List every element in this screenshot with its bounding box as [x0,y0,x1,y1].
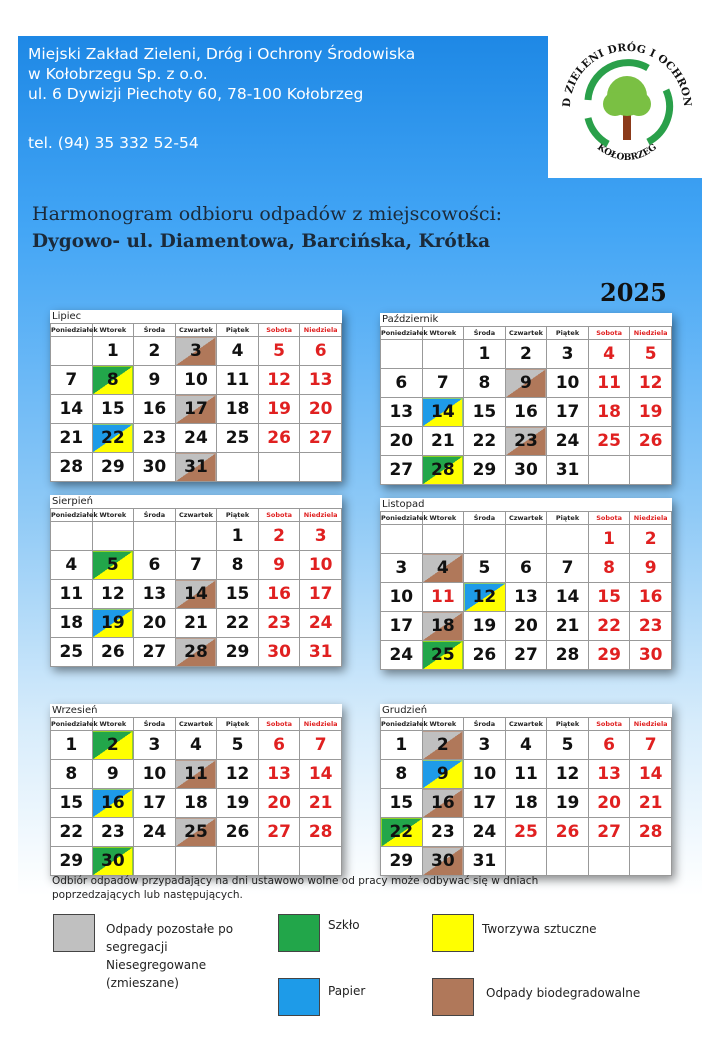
day-cell: 7 [51,366,93,395]
day-cell: 13 [588,760,630,789]
empty-cell [217,453,259,482]
day-cell: 1 [588,525,630,554]
collection-day-cell: 25 [422,641,464,670]
month-listopad [380,498,672,670]
day-cell: 26 [547,818,589,847]
day-cell: 27 [258,818,300,847]
day-cell: 4 [217,337,259,366]
day-cell: 3 [134,731,176,760]
day-cell: 20 [258,789,300,818]
collection-day-cell: 18 [422,612,464,641]
collection-day-cell: 17 [175,395,217,424]
day-cell: 14 [51,395,93,424]
day-cell: 12 [630,369,672,398]
day-cell: 25 [217,424,259,453]
day-cell: 2 [134,337,176,366]
day-cell: 11 [588,369,630,398]
weekday-header: Poniedziałek [51,509,93,522]
logo-icon [548,30,706,178]
collection-day-cell: 14 [422,398,464,427]
day-cell: 2 [505,340,547,369]
day-cell: 29 [217,638,259,667]
month-name: Wrzesień [52,705,98,716]
day-cell: 26 [464,641,506,670]
day-cell: 26 [630,427,672,456]
weekday-header: Środa [464,512,506,525]
day-cell: 25 [588,427,630,456]
day-cell: 30 [134,453,176,482]
day-cell: 7 [547,554,589,583]
day-cell: 3 [547,340,589,369]
weekday-header: Niedziela [300,509,342,522]
day-cell: 31 [547,456,589,485]
day-cell: 30 [630,641,672,670]
day-cell: 27 [134,638,176,667]
day-cell: 11 [422,583,464,612]
legend-label-paper: Papier [328,984,366,998]
phone-number: tel. (94) 35 332 52-54 [28,134,199,152]
empty-cell [134,522,176,551]
collection-day-cell: 28 [175,638,217,667]
day-cell: 10 [175,366,217,395]
weekday-header: Niedziela [630,718,672,731]
day-cell: 22 [464,427,506,456]
day-cell: 28 [51,453,93,482]
day-cell: 14 [630,760,672,789]
day-cell: 8 [217,551,259,580]
day-cell: 1 [217,522,259,551]
collection-day-cell: 22 [92,424,134,453]
month-październik [380,313,672,485]
schedule-title: Harmonogram odbioru odpadów z miejscowości: [32,203,503,225]
day-cell: 28 [547,641,589,670]
schedule-location: Dygowo- ul. Diamentowa, Barcińska, Krótka [32,231,491,252]
weekday-header: Niedziela [300,718,342,731]
legend-swatch-mixed [53,914,95,952]
empty-cell [422,525,464,554]
collection-day-cell: 19 [92,609,134,638]
empty-cell [51,522,93,551]
logo-text: D ZIELENI DRÓG I OCHRON [560,41,694,108]
weekday-header: Sobota [588,327,630,340]
logo-city: KOŁOBRZEG [595,142,659,164]
collection-day-cell: 16 [92,789,134,818]
day-cell: 4 [588,340,630,369]
weekday-header: Poniedziałek [51,718,93,731]
day-cell: 29 [381,847,423,876]
day-cell: 5 [217,731,259,760]
day-cell: 14 [547,583,589,612]
day-cell: 5 [258,337,300,366]
day-cell: 5 [547,731,589,760]
day-cell: 8 [464,369,506,398]
collection-day-cell: 25 [175,818,217,847]
weekday-header: Środa [134,718,176,731]
day-cell: 15 [51,789,93,818]
weekday-header: Wtorek [422,512,464,525]
weekday-header: Piątek [217,324,259,337]
day-cell: 10 [464,760,506,789]
month-lipiec [50,310,342,482]
weekday-header: Czwartek [175,324,217,337]
day-cell: 7 [422,369,464,398]
day-cell: 15 [217,580,259,609]
day-cell: 29 [92,453,134,482]
day-cell: 19 [464,612,506,641]
day-cell: 17 [300,580,342,609]
empty-cell [505,847,547,876]
day-cell: 30 [505,456,547,485]
weekday-header: Czwartek [175,509,217,522]
weekday-header: Wtorek [422,718,464,731]
empty-cell [588,456,630,485]
empty-cell [505,525,547,554]
day-cell: 10 [381,583,423,612]
empty-cell [134,847,176,876]
month-wrzesień [50,704,342,876]
org-line-1: Miejski Zakład Zieleni, Dróg i Ochrony Środowiska [28,45,416,63]
day-cell: 16 [258,580,300,609]
weekday-header: Niedziela [300,324,342,337]
day-cell: 27 [300,424,342,453]
day-cell: 24 [175,424,217,453]
day-cell: 7 [175,551,217,580]
weekday-header: Piątek [217,509,259,522]
collection-day-cell: 5 [92,551,134,580]
day-cell: 22 [588,612,630,641]
day-cell: 10 [134,760,176,789]
weekday-header: Czwartek [175,718,217,731]
day-cell: 13 [258,760,300,789]
day-cell: 4 [505,731,547,760]
collection-day-cell: 22 [381,818,423,847]
day-cell: 17 [134,789,176,818]
day-cell: 1 [381,731,423,760]
empty-cell [381,525,423,554]
day-cell: 23 [258,609,300,638]
month-name: Październik [382,314,439,325]
empty-cell [258,453,300,482]
day-cell: 2 [630,525,672,554]
weekday-header: Wtorek [92,509,134,522]
day-cell: 21 [547,612,589,641]
day-cell: 18 [588,398,630,427]
collection-day-cell: 31 [175,453,217,482]
day-cell: 28 [300,818,342,847]
day-cell: 8 [588,554,630,583]
collection-day-cell: 8 [92,366,134,395]
day-cell: 20 [588,789,630,818]
day-cell: 12 [258,366,300,395]
day-cell: 11 [51,580,93,609]
weekday-header: Poniedziałek [381,718,423,731]
legend-swatch-plastic [432,914,474,952]
day-cell: 19 [258,395,300,424]
weekday-header: Sobota [588,512,630,525]
weekday-header: Środa [134,509,176,522]
schedule-year: 2025 [600,278,667,307]
weekday-header: Piątek [547,512,589,525]
day-cell: 9 [630,554,672,583]
weekday-header: Piątek [217,718,259,731]
empty-cell [630,456,672,485]
weekday-header: Poniedziałek [381,327,423,340]
day-cell: 23 [422,818,464,847]
weekday-header: Niedziela [630,327,672,340]
empty-cell [92,522,134,551]
day-cell: 17 [464,789,506,818]
legend-swatch-bio [432,978,474,1016]
legend-label-bio: Odpady biodegradowalne [486,986,641,1000]
weekday-header: Niedziela [630,512,672,525]
day-cell: 11 [217,366,259,395]
weekday-header: Wtorek [422,327,464,340]
empty-cell [464,525,506,554]
day-cell: 20 [505,612,547,641]
day-cell: 27 [505,641,547,670]
day-cell: 9 [92,760,134,789]
weekday-header: Czwartek [505,718,547,731]
month-name: Listopad [382,499,425,510]
day-cell: 10 [547,369,589,398]
day-cell: 9 [258,551,300,580]
empty-cell [300,453,342,482]
day-cell: 23 [134,424,176,453]
day-cell: 27 [588,818,630,847]
weekday-header: Poniedziałek [51,324,93,337]
day-cell: 21 [630,789,672,818]
day-cell: 17 [381,612,423,641]
weekday-header: Piątek [547,327,589,340]
weekday-header: Czwartek [505,327,547,340]
day-cell: 12 [547,760,589,789]
day-cell: 3 [381,554,423,583]
day-cell: 22 [51,818,93,847]
day-cell: 31 [464,847,506,876]
day-cell: 29 [51,847,93,876]
day-cell: 1 [92,337,134,366]
day-cell: 16 [134,395,176,424]
organization-address [28,44,415,104]
day-cell: 7 [300,731,342,760]
day-cell: 15 [92,395,134,424]
day-cell: 4 [51,551,93,580]
weekday-header: Sobota [258,718,300,731]
empty-cell [422,340,464,369]
empty-cell [258,847,300,876]
day-cell: 16 [505,398,547,427]
day-cell: 26 [92,638,134,667]
weekday-header: Czwartek [505,512,547,525]
day-cell: 18 [175,789,217,818]
weekday-header: Poniedziałek [381,512,423,525]
weekday-header: Środa [464,718,506,731]
empty-cell [588,847,630,876]
day-cell: 24 [300,609,342,638]
day-cell: 14 [300,760,342,789]
empty-cell [217,847,259,876]
day-cell: 13 [134,580,176,609]
day-cell: 20 [300,395,342,424]
day-cell: 7 [630,731,672,760]
collection-day-cell: 23 [505,427,547,456]
collection-day-cell: 16 [422,789,464,818]
day-cell: 26 [258,424,300,453]
weekday-header: Piątek [547,718,589,731]
org-line-2: w Kołobrzegu Sp. z o.o. [28,65,208,83]
day-cell: 11 [505,760,547,789]
day-cell: 4 [175,731,217,760]
day-cell: 22 [217,609,259,638]
empty-cell [300,847,342,876]
empty-cell [51,337,93,366]
collection-day-cell: 2 [422,731,464,760]
day-cell: 31 [300,638,342,667]
day-cell: 2 [258,522,300,551]
day-cell: 21 [300,789,342,818]
empty-cell [547,847,589,876]
day-cell: 27 [381,456,423,485]
day-cell: 25 [505,818,547,847]
day-cell: 6 [381,369,423,398]
collection-day-cell: 12 [464,583,506,612]
day-cell: 20 [381,427,423,456]
day-cell: 21 [175,609,217,638]
day-cell: 3 [300,522,342,551]
day-cell: 19 [630,398,672,427]
collection-day-cell: 30 [92,847,134,876]
weekday-header: Środa [464,327,506,340]
day-cell: 24 [381,641,423,670]
day-cell: 9 [134,366,176,395]
day-cell: 3 [464,731,506,760]
day-cell: 29 [588,641,630,670]
empty-cell [381,340,423,369]
collection-day-cell: 4 [422,554,464,583]
month-sierpień [50,495,342,667]
day-cell: 24 [134,818,176,847]
holiday-note: Odbiór odpadów przypadający na dni ustawowo wolne od pracy może odbywać się w dniach poprzedzających lub następujących. [52,875,539,901]
day-cell: 24 [547,427,589,456]
legend-swatch-paper [278,978,320,1016]
day-cell: 10 [300,551,342,580]
month-name: Grudzień [382,705,428,716]
day-cell: 16 [630,583,672,612]
day-cell: 24 [464,818,506,847]
day-cell: 15 [464,398,506,427]
day-cell: 6 [258,731,300,760]
day-cell: 12 [217,760,259,789]
empty-cell [547,525,589,554]
empty-cell [175,522,217,551]
day-cell: 15 [381,789,423,818]
day-cell: 18 [217,395,259,424]
day-cell: 29 [464,456,506,485]
day-cell: 25 [51,638,93,667]
month-name: Sierpień [52,496,94,507]
month-grudzień [380,704,672,876]
day-cell: 5 [630,340,672,369]
legend-label-glass: Szkło [328,918,360,932]
weekday-header: Sobota [258,324,300,337]
collection-day-cell: 11 [175,760,217,789]
weekday-header: Wtorek [92,718,134,731]
day-cell: 8 [381,760,423,789]
collection-day-cell: 9 [505,369,547,398]
collection-day-cell: 9 [422,760,464,789]
collection-day-cell: 30 [422,847,464,876]
day-cell: 6 [505,554,547,583]
collection-day-cell: 14 [175,580,217,609]
day-cell: 18 [51,609,93,638]
legend-label-mixed: Odpady pozostałe po segregacji Niesegregowane (zmieszane) [106,922,234,990]
day-cell: 19 [547,789,589,818]
day-cell: 13 [505,583,547,612]
weekday-header: Sobota [588,718,630,731]
weekday-header: Środa [134,324,176,337]
collection-day-cell: 28 [422,456,464,485]
day-cell: 20 [134,609,176,638]
day-cell: 6 [134,551,176,580]
day-cell: 23 [92,818,134,847]
collection-day-cell: 3 [175,337,217,366]
day-cell: 17 [547,398,589,427]
day-cell: 19 [217,789,259,818]
day-cell: 1 [51,731,93,760]
legend-swatch-glass [278,914,320,952]
legend-label-plastic: Tworzywa sztuczne [482,922,597,936]
month-name: Lipiec [52,311,82,322]
collection-day-cell: 2 [92,731,134,760]
day-cell: 28 [630,818,672,847]
org-line-3: ul. 6 Dywizji Piechoty 60, 78-100 Kołobrzeg [28,85,364,103]
day-cell: 13 [381,398,423,427]
day-cell: 6 [588,731,630,760]
day-cell: 13 [300,366,342,395]
company-logo [548,30,706,178]
weekday-header: Wtorek [92,324,134,337]
day-cell: 5 [464,554,506,583]
day-cell: 21 [51,424,93,453]
day-cell: 18 [505,789,547,818]
day-cell: 15 [588,583,630,612]
day-cell: 1 [464,340,506,369]
day-cell: 23 [630,612,672,641]
day-cell: 6 [300,337,342,366]
empty-cell [630,847,672,876]
day-cell: 30 [258,638,300,667]
day-cell: 21 [422,427,464,456]
empty-cell [175,847,217,876]
day-cell: 8 [51,760,93,789]
day-cell: 12 [92,580,134,609]
weekday-header: Sobota [258,509,300,522]
day-cell: 26 [217,818,259,847]
